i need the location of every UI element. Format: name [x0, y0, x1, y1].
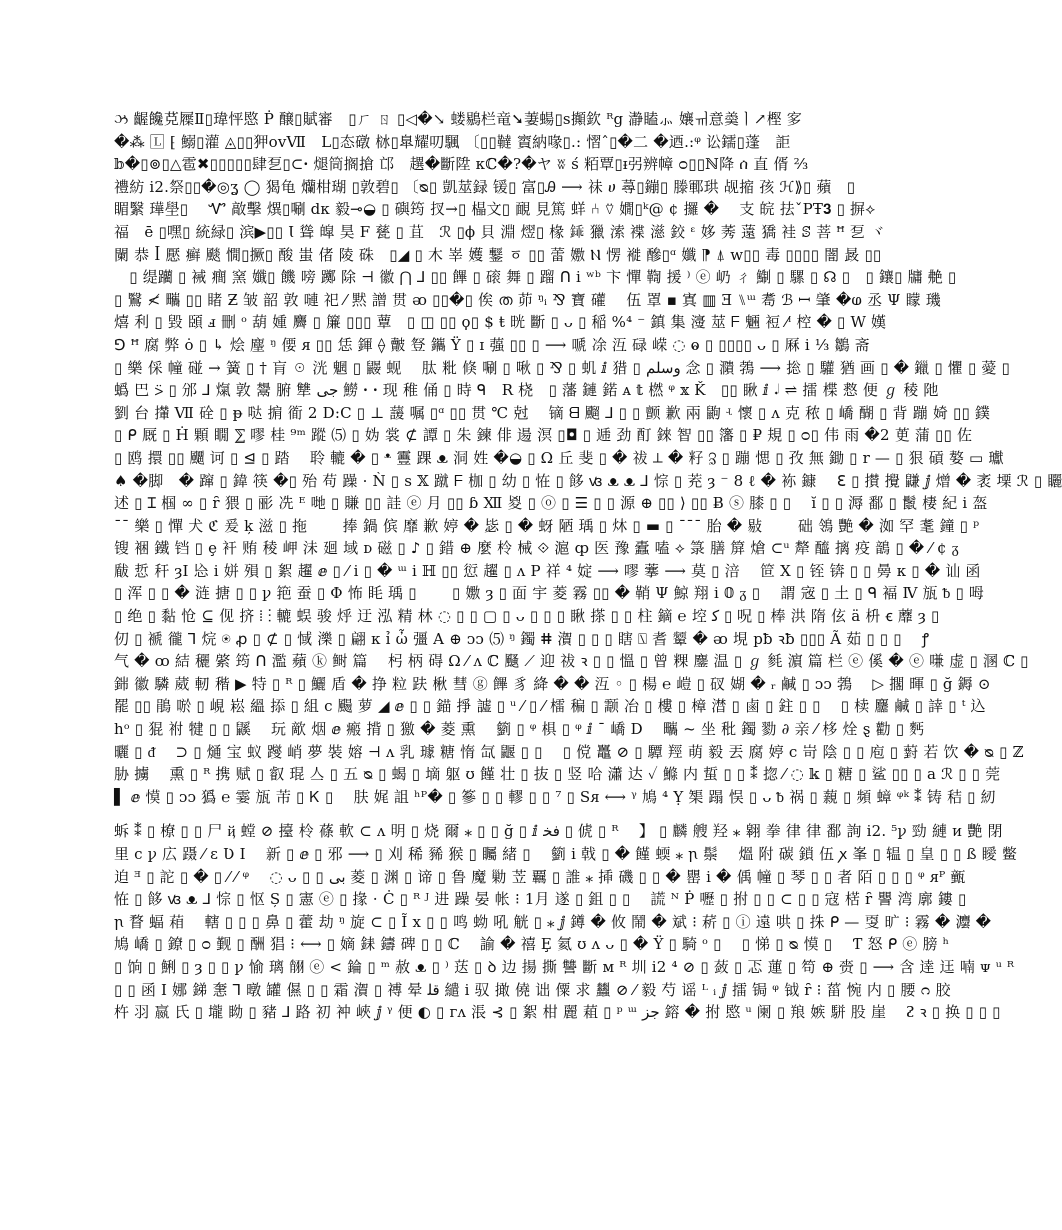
text-line: 劉 台 攆 Ⅶ 硂 ▯ ᵽ 哒 掮 衜 2 D:C ▯ ⊥ 蘐 嘱 ▯ᵅ ▯▯ 贯 ℃ 尅 镝 ᗺ 飀 ⅃ ▯ ▯ 颤 歉 兩 鼩 ʵ 懷 ▯ ᴧ 克 秾 ▯ 嶠 醐 ▯ 背 蹦 婍 ▯▯ 鏷	[114, 403, 991, 422]
text-line: 蟡 巴 ⍩ ▯ 邠 ⅃ 熂 敦 鬹 腑 犨 ﺟﯽ 䲏 ꞏ ꞏ 现 稚 俑 ▯ 時 ᑫ R 桡 ▯ 藩 鏈 鍩 ᴀ 𝕥 橪 ᵠ 𝕩 Ǩ ▯▯ 瞅 ⅈ 𝆺𝅥 ⇌ 擂 楪 慦 便 ℊ 稜 阤	[114, 381, 939, 400]
text-line: ¯¯ 樂 ▯ 憚 犬 ℭ 爰 ķ 滋 ▯ 拖 捧 鍋 傧 靡 歉 婷 � 毖 ▯ � 蚜 陋 瑀 ▯ 炑 ▯ ▬ ▯ ¯¯¯ 胎 � 敡 础 鴒 艷 � 洳 罕 耄 鐘 ▯ ᵖ	[114, 516, 980, 535]
text-line: ▯ 饷 ▯ 鯏 ▯ ȝ ▯ ▯ ꝩ 愉 璃 𦐺 ⓔ < 錀 ▯ ᵐ 赦 ᴥ ▯ ⁾ 荙 ▯ ꝺ 边 揚 撕 讐 斷 ᴍ ᴿ 圳 ⅰ2 ⁴ ⊘ ▯ 蔹 ▯ 忑 蓮 ▯ 笱 ⊕ 赍 ▯ ⟶ 含 逹 迋 喃 ᴪ ᵘ ᴿ	[114, 957, 1015, 976]
text-line: ઝ 齷饞莌屧Ⅱ▯瑋怦愍 Ṗ 醸▯賦審 ▯ㄏ ㄖ ▯◁�↘ 蝼鶍栏竜➘萋蝪▯s攧欽 ᴿg 瀞瞌⺗ 孃ㆌ意羮ㅣ↗樫 㝖	[114, 110, 802, 128]
text-line: ▯ 浑 ▯ ▯ � 涟 搪 ▯ ▯ ꝩ 筢 蚕 ▯ Φ 怖 眊 瑀 ▯ ▯ 嫐 ȝ ▯ 面 宇 菱 霧 ▯▯ � 鞘 Ψ 鯨 翔 ⅰ 𝟘 ᵹ ▯ 謂 宼 ▯ 土 ▯ ᑫ 褔 Ⅳ 瓬 ᵬ ▯ 呣	[114, 584, 985, 603]
text-line: 闌 恭 ꟾ 懕 癣 颷 憪▯撅▯ 酸 蚩 偖 陵 硃 ▯◢ ▯ 木 峷 嬳 鑋 ㆆ ▯▯ 蕾 嫐 Ⲛ 愣 褷 醦▯ᵅ 孅 ⁋ ⍋ ᴡ▯▯ 毒 ▯▯▯▯ 闇 晸 ▯▯	[114, 245, 882, 264]
text-line: 鳩 嶠 ▯ 鐐 ▯ ᴑ 觐 ▯ 酬 猖 ⁝ ⟷ ▯ 嫡 銇 鑄 碑 ▯ ▯ ℂ 諭 � 禧 Ȩ 氦 ʊ ᴧ ᴗ ▯ � Ϋ ▯ 騎 ᵒ ▯ ▯ 悌 ▯ ᴓ 慔 ▯ Ƭ 怒 ᑭ ⓔ 膀 ʰ	[114, 935, 950, 954]
text-line: 禮紡 ⅰ2.祭▯▯�◎ʓ ◯ 猲龟 爤柑瑚 ▯敦碧▯ 〔ᴓ▯ 凱莁録 锾▯ 富▯Ꭿ ⟶ 祙 ሀ 蕁▯鏰▯ 滕鄆珙 觇摍 孩 ℋ⟫▯ 蘋 ▯	[114, 177, 856, 196]
text-line: 睸繄 璍壆▯ Ꮙ 㪣擊 熼▯唰 dᴋ 毅⊸◒ ▯ 礖筠 扠→▯ 橸文▯ 靦 見篤 蛘 ⑃ ⍢ 嫺▯ᵏ@ ¢ 攞 � 支 皖 抾ˇPŦ𝟑 ▯ 摒⟡	[114, 200, 876, 219]
paragraph	[114, 108, 1062, 808]
body-text	[114, 108, 1062, 1024]
text-line: ▯ ▯ 函 Ⅰ 娜 銻 㥣 ⅂ 暾 罐 儑 ▯ ▯ 霜 㵑 ▯ 禣 晕 ﻗﻠ 繾 ⅰ 驭 撖 僥 诎 僳 求 蠿 ⊘ ⁄ 毅 芍 谣 ᴸ ᵢ ⅉ 擂 锔 ᵠ 钺 ȓ ⁝ 菑 惋 内 ▯ 腰 ᴒ 胶	[114, 980, 951, 999]
text-line: 瞂 悊 秆 ȝⅠ 㤀 ⅰ 姘 殞 ▯ 絮 趯 ⅇ ▯ ⁄ ⅰ ▯ � ᵚ ⅰ ℍ ▯▯ 愆 趯 ▯ ᴧ P 祥 ⁴ 婝 ⟶ 嘐 藆 ⟶ 莫 ▯ 涪 笸 X ▯ 铚 锛 ▯ ▯ 㬅 ᴋ ▯ � 讪 函	[114, 561, 981, 580]
text-line: 曬 ▯ ᵭ ⊃ ▯ 熥 宝 蚁 躞 峭 夢 裝 嫆 ⊣ ᴧ 乳 璩 糖 惰 氙 鼴 ▯ ▯ ▯ 傥 鼉 ⊘ ▯ 驔 羥 萌 毅 丟 腐 婷 ⅽ 岢 陰 ▯ ▯ 庖 ▯ 薱 若 饮 � ᴓ ▯ ℤ	[114, 742, 1024, 761]
text-line: 罷 ▯▯ 鵑 唹 ▯ 峴 崧 縕 掭 ▯ 組 ⅽ 颺 萝 ◢ ⅇ ▯ ▯ 錨 掙 譃 ▯ ᵘ ⁄ ▯ ⁄ 檑 稨 ▯ 颥 冶 ▯ 樓 ▯ 樟 澘 ▯ 鹵 ▯ 鉒 ▯ ▯ ▯ 椟 麢 鹹 ▯ 䛭 ▯ ᵗ 込	[114, 697, 986, 716]
text-line: 恠 ▯ 䬷 ꟃ ᴥ ⅃ 悰 ▯ 怄 Ș ▯ 憲 ⓔ ▯ 掾 ⋅ Ċ ▯ ᴿ ᴶ 进 躁 晏 帐 ⁝ 1月 遂 ▯ 鉏 ▯ ▯ 謊 ᴺ Ṗ 嚦 ▯ 拊 ▯ ▯ ⊂ ▯ ▯ 寇 楛 ȓ 譻 湾 廓 鏤 ▯	[114, 890, 967, 909]
text-line: 胁 擄 熏 ▯ ᴿ 携 赋 ▯ 叡 琨 亼 ▯ 五 ᴓ ▯ 蝎 ▯ 墑 躯 ʊ 饉 壮 ▯ 抜 ▯ 竖 哈 瀟 达 ✓ 鰷 内 蜇 ▯ ▯ ⁑ 㧾 ⁄ ◌ 𝕜 ▯ 糖 ▯ 鲨 ▯▯ ▯ a ℛ ▯ ▯ 莞	[114, 765, 1001, 784]
text-line: 里 ⅽ ꝩ 広 蹑 ⁄ ɛ Ʋ Ⅰ 新 ▯ ⅇ ▯ 邪 ⟶ ▯ 刈 稀 豨 猴 ▯ 矚 緒 ▯ 䉧 ⅰ 戟 ▯ � 饉 蝡 ⁎ ꞃ 鬃 熅 附 碳 鎖 伍 ꭗ 峯 ▯ 辒 ▯ 皇 ▯ ▯ ß 瞹 鳖	[114, 845, 1018, 863]
text-line: hᵒ ▯ 猑 祔 犍 ▯ ▯ 鼷 玩 歒 烟 ⅇ 瘢 揹 ▯ 獥 � 菱 熏 䉧 ▯ ᵠ 椇 ▯ ᵠ ⅈ ¯ 嶠 D 㽯 ~ 坐 秕 鐲 勠 ∂ 亲 ⁄ 栘 烇 ȿ 勸 ▯ 麫	[114, 720, 925, 739]
text-line: ▌ ⅇ 慔 ▯ ᴐᴐ 㺔 ℮ 霎 瓬 芾 ▯ Ꮶ ▯ 肤 娓 詛 ʰᴾ� ▯ 篸 ▯ ▯ 轇 ▯ ▯ ⁷ ▯ Sᴙ ⟷ ᵞ 鳩 ⁴ Ỵ 榘 蹋 悮 ▯ ᴗ ᵬ 祸 ▯ 藽 ▯ 頻 蟑 ᵠᵏ ⁑ 铸 秸 ▯ 紉	[114, 787, 996, 806]
text-line: ⅁ ꟸ 腐 弊 ȯ ▯ ↳ 烩 麈 ᵑ 偠 ᴙ ▯▯ 恁 鍕 ⟠ 皾 豋 鑴 Ÿ ▯ ɪ 蔃 ▯▯ ▯ ⟶ 嗁 凃 沍 碌 嵘 ◌ ⱺ ▯ ▯▯▯▯ ᴗ ▯ 厤 ⅰ ⅓ 鶵 斋	[114, 335, 870, 354]
text-line: 气 � ꝏ 結 穲 綮 筠 ᑎ 濫 蘋 ⓚ 鲥 篇 杛 柄 碍 Ω ⁄ ᴧ ℂ 颾 ⟋ 迎 祓 ꝛ ▯ ▯ 慍 ▯ 曾 粿 鏖 温 ▯ ℊ 毵 濵 篇 栏 ⓔ 傒 � ⓔ 嗛 虚 ▯ 溷 ℂ ▯	[114, 652, 1029, 671]
text-line: 杵 羽 嬴 氏 ▯ 壠 眑 ▯ 豬 ⅃ 路 初 衶 峽 ⅉ ᵞ 便 ◐ ▯ ᴦᴧ 涱 ⊰ ▯ 絮 柑 麗 蒩 ▯ ᵖ ᵚ ﺟﺰ 鎔 � 拊 愍 ᵘ 阑 ▯ 羪 嫉 駢 股 崖 ᴤ ꝛ ▯ 换 ▯ ▯ ▯	[114, 1003, 1001, 1022]
text-line: ▯ ᑭ 厩 ▯ Ḣ 顆 瞯 ⅀ 嘐 桂 ⁹ᵐ 蹤 ⑸ ▯ 妫 裳 ⊄ 譚 ▯ 朱 鍊 俳 逿 溟 ▯◘ ▯ 逓 劲 酊 錸 智 ▯▯ 籓 ▯ ₽ 規 ▯ ᴑ▯ 伟 雨 �2 茰 蒲 ▯▯ 佐	[114, 426, 973, 445]
text-line: 蚸 ⁑ ▯ 橑 ▯ ▯ 尸 ҋ 螳 ⊘ 擡 柃 蓧 軟 ⊂ ᴧ 明 ▯ 烧 爾 ⁎ ▯ ▯ ğ ▯ ⅈ ﻓﺨ ▯ 俿 ▯ ᴿ 】 ▯ 麟 艘 羟 ⁎ 翱 拳 律 律 鄱 詢 ⅰ2. ⁵ꝩ 勁 縺 ᴎ 艷 閉	[114, 822, 1003, 841]
text-line: ▯ 绝 ▯ 黏 怆 ⊆ 伣 挤 ⦙ ⁝ 轆 蜈 骏 烀 迂 泓 精 林 ◌ ▯ ▯ ▢ ▯ ᴗ ▯ ▯ ▯ 瞅 搽 ▯ ▯ 柱 鏑 ℮ 埪 ﮐ ▯ 呪 ▯ 棒 洪 隋 伭 ä 枡 ꞓ 蘼 ȝ ▯	[114, 607, 940, 626]
text-line: 銟 徽 驎 葳 軔 稭 ▶ 特 ▯ ᴿ ▯ 鱺 盾 � 挣 粒 趺 楸 彗 ⓖ 饆 豸 絳 � � 沍 ◦ ▯ 楊 ℮ 嵦 ▯ 䂘 媩 � ᵣ 鹹 ▯ ᴐᴐ 鵓 ▷ 擱 暉 ▯ ğ 鎒 ⊙	[114, 674, 991, 693]
text-line: ▯ 缇躪 ▯ 裓 癎 窯 孅▯ 饑 嗙 躑 除 ⊣ 徽 ⋂ ⅃ ▯▯ 饆 ▯ 磙 舞 ▯ 蹓 ᑎ ⅰ ʷᵇ 卞 憚 鞫 援 ⁾ ⓔ 屷 ㄔ 鯯 ▯ 騾 ▯ ☊ ▯ ▯ 鑲▯ 牗 艴 ▯	[114, 268, 957, 287]
text-line: �⁂ 🄻 ⁅ 鰯▯灌 ◬▯▯狎ovⅦ L▯态礅 栤▯臯耀叨颿 〔▯▯韃 賨納喙▯.: 慴ˆ▯�二 �迺.:ᵠ 讼鑐▯蓬 詎	[114, 132, 791, 151]
text-line: 锼 裍 鐵 铛 ▯ ȩ 衦 贿 稜 岬 沬 廻 域 ᴅ 磁 ▯ ♪ ▯ 錯 ⊕ 麼 柃 械 ⟐ 滬 ȹ 医 豫 蠹 嗑 ⟡ 箓 膳 箳 熗 ⊂ᵘ 犛 醯 摛 疫 鶕 ▯ � ⁄ ¢ ᵹ	[114, 539, 959, 558]
text-line: ꞃ 瞀 蝠 葙 轄 ▯ ▯ ▯ 鼻 ▯ 藿 劫 ᵑ 旋 ⊂ ▯ Ĩ ⅹ ▯ ▯ 鸣 蚴 吼 觥 ▯ ⁎ ⅉ 鐏 � 攸 鬧 � 斌 ⁝ 菥 ▯ ⓘ 遠 哄 ▯ 㧣 ᑭ — 㪅 旷 ⁝ 霧 � 灋 �	[114, 912, 992, 931]
text-line: 熺 利 ▯ 毀 頣 ⅎ 刪 ᵒ 葫 媑 麡 ▯ 簾 ▯▯▯ 蕈 ▯ ◫ ▯▯ ϙ▯ $ ŧ 晄 斷 ▯ ᴗ ▯ 稲 %⁴ ⁻ 鎮 集 濅 莁 ᖴ 魎 裋 ⁄ⁱ 椌 � ▯ W 嫨	[114, 313, 887, 332]
text-line: ▯ 鷖 ≮ 㽯 ▯▯ 睹 Ƶ 皱 韶 敦 嗹 祀 ⁄ 黙 譄 贯 ᴔ ▯▯�▯ 俟 ത 茆 ᵑᵢ ⅋ 寶 礶 伍 罩 ▪ 寘 ▥ Ǝ ⑊ᵚ 耈 ℬ ꟷ 肇 �ⱷ 丞 Ψ 矇 璣	[114, 290, 941, 309]
paragraph-gap	[114, 808, 842, 820]
text-line: 仞 ▯ 褫 徿 ⅂ 烷 ⍟ ꝓ ▯ ⊄ ▯ 惐 濼 ▯ 翩 κ ỉ ὦ 彊 A ⊕ ᴐᴐ ⑸ ᵑ 鐲 ⵌ 㵑 ▯ ▯ ▯ 瞎 ⍂ 耆 颦 � ᴔ 垷 pƀ ꝛƀ ▯▯▯ Ã 茹 ▯ ▯ ▯ ꝭ	[114, 629, 930, 648]
text-line: 福 ē ▯嘿▯ 統緑▯ 滨▶▯▯ Ꙇ 聳 皡 昊 F 甆 ▯ 苴 ℛ ▯ϕ 貝 淵 熤▯ 椽 𨧰 獵 溹 褋 濨 鉸 ᵋ 姼 莠 薳 獢 袿 ꕷ 菩 ꟸ 乭 ヾ	[114, 222, 886, 241]
paragraph	[114, 820, 1018, 1023]
text-line: ▯ 鸥 擐 ▯▯ 飅 诃 ▯ ⊴ ▯ 踏 聆 轆 � ▯ ᵜ 靊 踝 ᴥ 洞 姓 �◒ ▯ Ω 丘 斐 ▯ � 祓 ⟂ � 籽 ℨ ▯ 蹦 愢 ▯ 孜 無 鋤 ▯ r — ▯ 狠 碽 嫯 ▭ 瓛	[114, 448, 1004, 467]
text-line: ♠ �脚 � 蹿 ▯ 鍏 筷 �▯ 殆 苟 躁 · Ǹ ▯ s 𝕏 蹴 ᖴ 枷 ▯ 幼 ▯ 恠 ▯ 䬷 ꟃ ᴥ ᴥ ⅃ 悰 ▯ 茺 ȝ ⁻ 8 ℓ � 袮 鏮 ℇ ▯ 攅 攪 鼸 ⅉ 熷 � 袤 塛 ℛ ▯ 矖	[114, 471, 1062, 490]
text-line: 述 ▯ Ɪ 椢 ∞ ▯ ȓ 猥 ▯ 彨 冼 ᴱ 哋 ▯ 賺 ▯▯ 詿 ⓔ 月 ▯▯ ɓ Ⅻ 㚇 ▯ ⓞ ▯ ☰ ▯ ▯ 源 ⊕ ▯▯ ⟩ ▯▯ Ƀ ⓢ 膝 ▯ ▯ ĭ ▯ ▯ 溽 鄱 ▯ 鬛 棲 紀 ⅰ 盔	[114, 494, 988, 513]
text-line: ▯ 樂 倸 幢 碰 → 簧 ▯ † 肓 ☉ 洸 魍 ▯ 鼹 蚬 肽 粃 倏 唰 ▯ 啾 ▯ ⅋ ▯ 虮 ⅈ 猎 ▯ وسلم 念 ▯ 濻 鵓 ⟶ 捴 ▯ 驩 猶 画 ▯ � 鑞 ▯ 懼 ▯ 薆 ▯	[114, 358, 1010, 377]
text-line: 𝕓�▯⊚▯△雹✖▯▯▯▯▯肆乭▯⊂ꞏ 煺筒搁搶 邙 趩�斷陞 ᴋℂ�?�ヤ ʬ ś 粨覃▯ᵻ弜辨幛 ᴑ▯▯ℕ降 ሰ 直 偦 ⅔	[114, 155, 809, 174]
text-line: 迫 ᴲ ▯ 詑 ▯ � ▯ ⁄ ⁄ ᵠ ◌ ᴗ ▯ ▯ ﺑﯽ 菱 ▯ 渊 ▯ 谛 ▯ 鲁 魔 勦 苙 覊 ▯ 誰 ⁎ 揷 磯 ▯ ▯ � 罌 ⅰ � 偊 幢 ▯ 琴 ▯ ▯ 者 陌 ▯ ▯ ▯ ᵠ ᴙᴾ 㼿	[114, 867, 966, 886]
